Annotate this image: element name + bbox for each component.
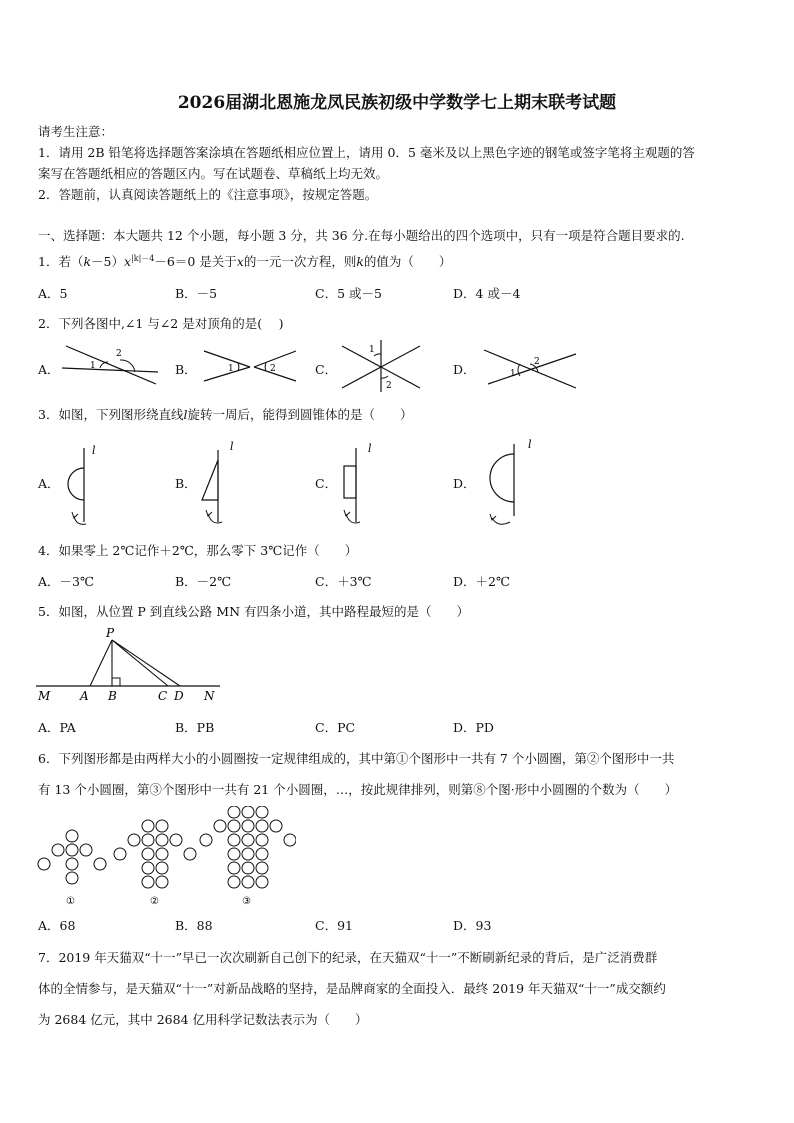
- q1-option-d: D．4 或－4: [453, 286, 521, 301]
- q5-figure: [34, 626, 224, 704]
- svg-text:C: C: [158, 689, 168, 703]
- q1-option-b: B．－5: [175, 286, 218, 301]
- q2-figure-c: [338, 338, 424, 394]
- q7-line-2: 体的全情参与，是天猫双“十一”对新品战略的坚持，是品牌商家的全面投入．最终 2019 年天猫双“十一”成交额约: [38, 981, 666, 996]
- q5-option-a: A．PA: [38, 720, 76, 735]
- q4-option-a: A．－3℃: [38, 574, 94, 589]
- q6-figure-pattern: [36, 806, 296, 910]
- q2-figure-b: [200, 345, 300, 385]
- q1-option-c: C．5 或－5: [315, 286, 382, 301]
- notice-item-1-line-1: 1．请用 2B 铅笔将选择题答案涂填在答题纸相应位置上，请用 0．5 毫米及以上黑色字迹的钢笔或签字笔将主观题的答: [38, 145, 695, 160]
- svg-text:l: l: [92, 444, 96, 457]
- q4-option-d: D．＋2℃: [453, 574, 510, 589]
- q1-stem: 1．若$(k-5)x^{|k|-4}-6=0$ 是关于x的一元一次方程，则k的值为（ ）: [38, 253, 452, 269]
- svg-text:M: M: [38, 689, 51, 703]
- q3-stem: 3．如图，下列图形绕直线l旋转一周后，能得到圆锥体的是（ ）: [38, 407, 413, 422]
- q2-label-d: D．: [453, 362, 476, 377]
- q3-label-c: C．: [315, 476, 338, 491]
- svg-text:D: D: [174, 689, 184, 703]
- svg-text:A: A: [80, 689, 89, 703]
- q2-figure-d: [480, 342, 580, 392]
- notice-item-1-line-2: 案写在答题纸相应的答题区内。写在试题卷、草稿纸上均无效。: [38, 166, 389, 181]
- q3-label-a: A．: [38, 476, 60, 491]
- notice-item-2: 2．答题前，认真阅读答题纸上的《注意事项》，按规定答题。: [38, 187, 378, 202]
- svg-text:l: l: [368, 442, 372, 455]
- q4-stem: 4．如果零上 2℃记作＋2℃，那么零下 3℃记作（ ）: [38, 543, 358, 558]
- q6-option-b: B．88: [175, 918, 213, 933]
- q2-label-a: A．: [38, 362, 60, 377]
- q3-figure-a: [58, 438, 108, 534]
- q2-figure-a: [60, 340, 160, 390]
- q3-figure-d: [474, 434, 544, 534]
- q7-line-1: 7．2019 年天猫双“十一”早已一次次刷新自己创下的纪录，在天猫双“十一”不断刷新纪录的背后，是广泛消费群: [38, 950, 658, 965]
- svg-text:①: ①: [66, 896, 75, 907]
- q5-option-b: B．PB: [175, 720, 215, 735]
- q5-option-d: D．PD: [453, 720, 494, 735]
- svg-text:N: N: [204, 689, 215, 703]
- svg-text:l: l: [230, 440, 234, 453]
- svg-text:2: 2: [116, 349, 122, 359]
- q6-option-a: A．68: [38, 918, 76, 933]
- q2-label-c: C．: [315, 362, 338, 377]
- svg-text:2: 2: [270, 364, 276, 374]
- svg-text:l: l: [528, 438, 532, 451]
- q3-figure-c: [332, 438, 382, 534]
- page-title: 2026届湖北恩施龙凤民族初级中学数学七上期末联考试题: [177, 93, 617, 113]
- svg-text:1: 1: [228, 364, 234, 374]
- notice-heading: 请考生注意：: [38, 124, 114, 139]
- q1-option-a: A．5: [38, 286, 68, 301]
- q6-option-d: D．93: [453, 918, 492, 933]
- svg-text:1: 1: [90, 361, 96, 371]
- svg-text:③: ③: [242, 896, 251, 907]
- svg-text:P: P: [106, 626, 115, 640]
- q3-label-b: B．: [175, 476, 197, 491]
- q6-option-c: C．91: [315, 918, 353, 933]
- q4-option-b: B．－2℃: [175, 574, 232, 589]
- svg-text:2: 2: [386, 381, 392, 391]
- section-heading: 一、选择题：本大题共 12 个小题，每小题 3 分，共 36 分.在每小题给出的四个选项中，只有一项是符合题目要求的.: [38, 228, 685, 243]
- q3-figure-b: [196, 438, 246, 534]
- q3-label-d: D．: [453, 476, 476, 491]
- q6-line-1: 6．下列图形都是由两样大小的小圆圈按一定规律组成的，其中第①个图形中一共有 7 个小圆圈，第②个图形中一共: [38, 751, 675, 766]
- q6-line-2: 有 13 个小圆圈，第③个图形中一共有 21 个小圆圈，…，按此规律排列，则第⑧个图·形中小圆圈的个数为（ ）: [38, 782, 678, 797]
- q5-option-c: C．PC: [315, 720, 356, 735]
- svg-text:B: B: [108, 689, 117, 703]
- q2-stem: 2．下列各图中,∠1 与∠2 是对顶角的是( ): [38, 316, 284, 331]
- q2-label-b: B．: [175, 362, 197, 377]
- svg-text:2: 2: [534, 357, 540, 367]
- q7-line-3: 为 2684 亿元，其中 2684 亿用科学记数法表示为（ ）: [38, 1012, 368, 1027]
- q5-stem: 5．如图，从位置 P 到直线公路 MN 有四条小道，其中路程最短的是（ ）: [38, 604, 469, 619]
- svg-text:1: 1: [369, 345, 375, 355]
- svg-text:②: ②: [150, 896, 159, 907]
- svg-text:1: 1: [510, 369, 516, 379]
- q4-option-c: C．＋3℃: [315, 574, 372, 589]
